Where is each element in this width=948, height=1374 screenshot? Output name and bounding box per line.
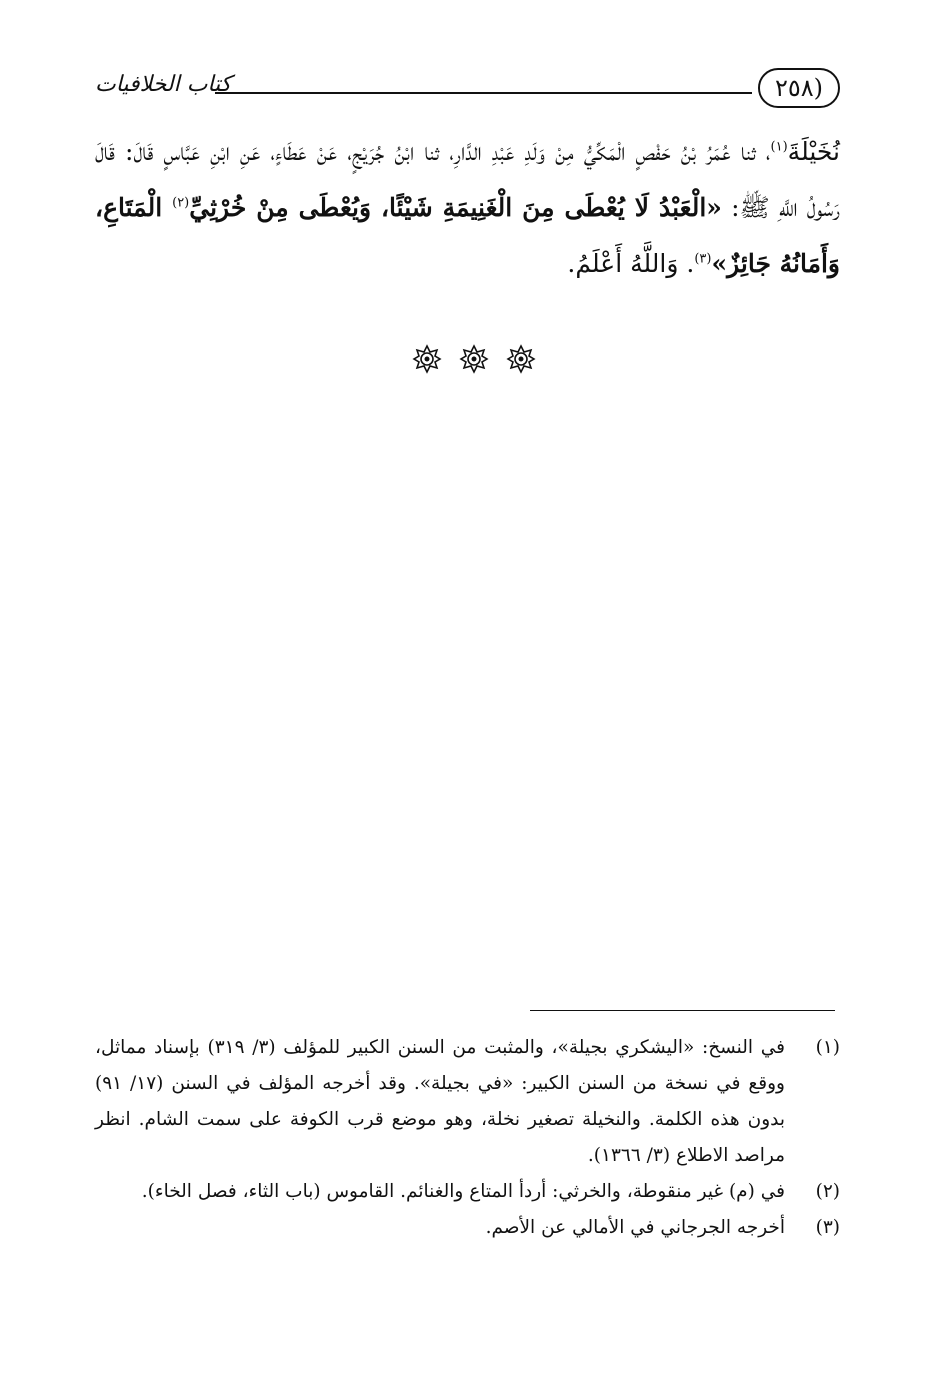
- hadith-quote: الْمَتَاعِ، وَأَمَانُهُ جَائِزٌ»: [95, 193, 840, 278]
- footnote-marker-3[interactable]: (٣): [694, 251, 712, 267]
- main-text: [95, 124, 840, 292]
- text-segment: نُخَيْلَةَ: [787, 137, 840, 166]
- footnote-number: (٢): [815, 1181, 840, 1202]
- footnote-3: [95, 1210, 840, 1246]
- footnote-number: (٣): [815, 1217, 840, 1238]
- footnote-text: في النسخ: «اليشكري بجيلة»، والمثبت من السنن الكبير للمؤلف (٣/ ٣١٩) بإسناد مماثل، ووقع في نسخة من السنن الكبير: «في بجيلة». وقد أخرجه المؤلف في السنن (١٧/ ٩١) بدون هذه الكلمة. والنخيلة تصغير نخلة، وهو موضع قرب الكوفة على سمت الشام. انظر مراصد الاطلاع (٣/ ١٣٦٦).: [95, 1037, 785, 1166]
- header-rule: [215, 92, 752, 94]
- footnote-text: أخرجه الجرجاني في الأمالي عن الأصم.: [485, 1217, 785, 1238]
- text-segment: ، ثنا عُمَرُ بْنُ حَفْصٍ الْمَكِّيُّ مِنْ وَلَدِ عَبْدِ الدَّارِ، ثنا ابْنُ جُرَيْجٍ، عَنْ عَطَاءٍ، عَنِ ابْنِ عَبَّاسٍ قَالَ: قَالَ رَسُولُ اللَّهِ ﷺ:: [95, 137, 841, 222]
- footnote-marker-2[interactable]: (٢): [172, 195, 190, 211]
- rosette-icon: [412, 344, 442, 374]
- hadith-quote: «الْعَبْدُ لَا يُعْطَى مِنَ الْغَنِيمَةِ شَيْئًا، وَيُعْطَى مِنْ خُرْثِيِّ: [189, 193, 722, 222]
- footnote-text: في (م) غير منقوطة، والخرثي: أردأ المتاع والغنائم. القاموس (باب الثاء، فصل الخاء).: [141, 1181, 785, 1202]
- footnote-number: (١): [815, 1037, 840, 1058]
- page-header: [95, 62, 840, 118]
- footnote-separator: [530, 1010, 835, 1011]
- rosette-icon: [459, 344, 489, 374]
- book-title: كتاب الخلافيات: [95, 72, 232, 97]
- closing-text: . وَاللَّهُ أَعْلَمُ.: [567, 249, 695, 278]
- footnote-1: [95, 1030, 840, 1174]
- footnotes: [95, 1030, 840, 1246]
- section-ornaments: [0, 344, 948, 374]
- page-number: (٢٥٨: [758, 68, 840, 108]
- footnote-2: [95, 1174, 840, 1210]
- rosette-icon: [506, 344, 536, 374]
- footnote-marker-1[interactable]: (١): [770, 139, 788, 155]
